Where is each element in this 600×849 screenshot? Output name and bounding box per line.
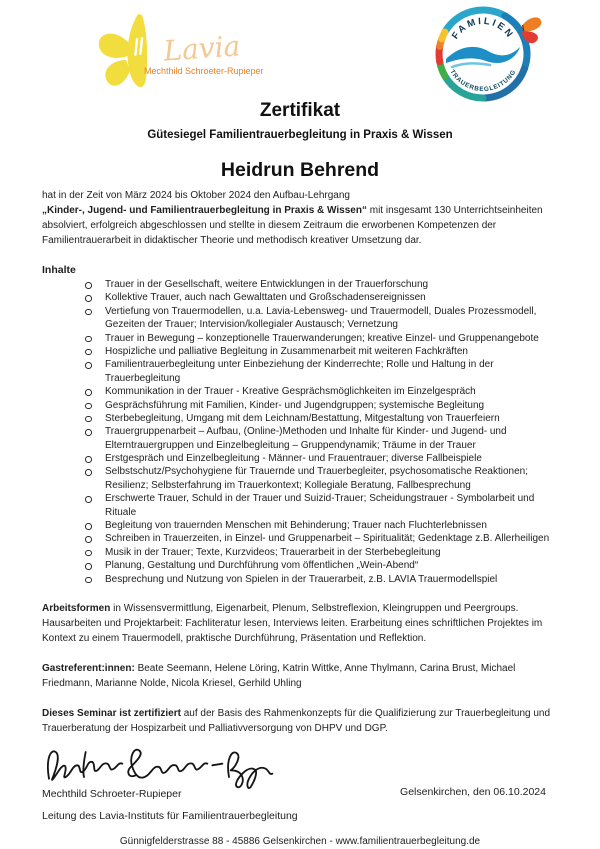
inhalte-list-item: Hospizliche und palliative Begleitung in Zusammenarbeit mit weiteren Fachkräften [105, 345, 558, 358]
wave-icon [446, 47, 520, 67]
inhalte-list-item: Kollektive Trauer, auch nach Gewalttaten und Großschadensereignissen [105, 291, 558, 304]
inhalte-list-item: Selbstschutz/Psychohygiene für Trauernde und Trauerbegleiter, psychosomatische Reaktionen; Resilienz; Selbsterfahrung im Trauerkontext; Kollegiale Beratung, Fallbesprechung [105, 465, 558, 492]
recipient-name: Heidrun Behrend [220, 159, 380, 181]
inhalte-list-item: Besprechung und Nutzung von Spielen in der Trauerarbeit, z.B. LAVIA Trauermodellspiel [105, 573, 558, 586]
badge-bottom-text: TRAUERBEGLEITUNG [448, 68, 518, 94]
zertifiziert-label: Dieses Seminar ist zertifiziert [42, 707, 181, 719]
inhalte-list-item: Trauergruppenarbeit – Aufbau, (Online-)Methoden und Inhalte für Kinder- und Jugend- und Elterntrauergruppen und Einzelbegleitung – Gruppendynamik; Träume in der Trauer [105, 425, 558, 452]
gastreferenten-paragraph [42, 661, 558, 691]
arbeitsformen-text: in Wissensvermittlung, Eigenarbeit, Plenum, Selbstreflexion, Kleingruppen und Peergroups. Hausarbeiten und Projektarbeit: Fachliteratur lesen, Interviews leiten. Erarbeitung eines schriftlichen Projektes im Kontext zu einem Trauermodell, praktische Durchführung, Präsentation und Reflektion. [42, 602, 543, 644]
inhalte-list-item: Erschwerte Trauer, Schuld in der Trauer und Suizid-Trauer; Scheidungstrauer - Symbolarbeit und Rituale [105, 492, 558, 519]
inhalte-list-item: Trauer in Bewegung – konzeptionelle Trauerwanderungen; kreative Einzel- und Gruppenangebote [105, 332, 558, 345]
lavia-subtitle-text: Mechthild Schroeter-Rupieper [144, 66, 264, 76]
arbeitsformen-paragraph [42, 601, 558, 646]
header [0, 0, 600, 94]
familientrauerbegleitung-badge [428, 2, 552, 106]
butterfly-icon [99, 14, 147, 87]
handwritten-signature [34, 742, 284, 792]
lavia-brand-text: Lavia [162, 29, 242, 68]
inhalte-list-item: Erstgespräch und Einzelbegleitung - Männer- und Frauentrauer; diverse Fallbeispiele [105, 452, 558, 465]
signature-block [42, 742, 298, 822]
inhalte-list-item: Trauer in der Gesellschaft, weitere Entwicklungen in der Trauerforschung [105, 278, 558, 291]
signatory-role: Leitung des Lavia-Instituts für Familientrauerbegleitung [42, 809, 298, 822]
inhalte-list-item: Sterbebegleitung, Umgang mit dem Leichnam/Bestattung, Mitgestaltung von Trauerfeiern [105, 412, 558, 425]
certificate-title: Zertifikat [259, 100, 341, 121]
intro-continuation: mit insgesamt 130 Unterrichtseinheiten absolviert, erfolgreich abgeschlossen und stellte in diesem Zeitraum die erworbenen Kompetenzen der Familientrauerarbeit in didaktischer Theorie und methodisch kreativer Umsetzung dar. [42, 205, 543, 246]
inhalte-list-item: Schreiben in Trauerzeiten, in Einzel- und Gruppenarbeit – Spiritualität; Gedenktage z.B. Allerheiligen [105, 532, 558, 545]
inhalte-list-item: Familientrauerbegleitung unter Einbeziehung der Kinderrechte; Rolle und Haltung in der Trauerbegleitung [105, 358, 558, 385]
intro-line1: hat in der Zeit von März 2024 bis Oktober 2024 den Aufbau-Lehrgang [42, 190, 350, 201]
inhalte-heading: Inhalte [42, 264, 76, 276]
certificate-subtitle: Gütesiegel Familientrauerbegleitung in Praxis & Wissen [147, 129, 453, 141]
intro-paragraph [42, 188, 558, 248]
badge-top-text: FAMILIEN [449, 15, 517, 42]
zertifiziert-paragraph [42, 706, 558, 736]
lavia-logo [92, 12, 282, 96]
inhalte-list-item: Gesprächsführung mit Familien, Kinder- und Jugendgruppen; systemische Begleitung [105, 399, 558, 412]
inhalte-list-item: Planung, Gestaltung und Durchführung vom öffentlichen „Wein-Abend“ [105, 559, 558, 572]
place-and-date: Gelsenkirchen, den 06.10.2024 [400, 785, 546, 798]
zertifiziert-text: auf der Basis des Rahmenkonzepts für die Qualifizierung zur Trauerbegleitung und Trauerberatung der Hospizarbeit und Palliativversorgung von DHPV und DGP. [42, 707, 551, 734]
inhalte-list-item: Begleitung von trauernden Menschen mit Behinderung; Trauer nach Fluchterlebnissen [105, 519, 558, 532]
signature-section [42, 742, 558, 822]
gastreferenten-label: Gastreferent:innen: [42, 662, 135, 674]
footer-address: Günnigfelderstrasse 88 - 45886 Gelsenkirchen - www.familientrauerbegleitung.de [119, 835, 481, 847]
inhalte-list-item: Vertiefung von Trauermodellen, u.a. Lavia-Lebensweg- und Trauermodell, Duales Prozessmodell, Gezeiten der Trauer; Intervision/kollegialer Austausch; Vernetzung [105, 305, 558, 332]
gastreferenten-names: Beate Seemann, Helene Löring, Katrin Wittke, Anne Thylmann, Carina Brust, Michael Friedmann, Marianne Nolde, Nicola Kriesel, Gerhild Uhling [42, 662, 516, 689]
course-title: „Kinder-, Jugend- und Familientrauerbegleitung in Praxis & Wissen“ [42, 205, 367, 216]
signatory-name: Mechthild Schroeter-Rupieper [42, 787, 182, 800]
badge-ring [439, 10, 542, 98]
inhalte-list-item: Musik in der Trauer; Texte, Kurzvideos; Trauerarbeit in der Sterbebegleitung [105, 546, 558, 559]
inhalte-list [42, 278, 558, 586]
inhalte-list-item: Kommunikation in der Trauer - Kreative Gesprächsmöglichkeiten im Einzelgespräch [105, 385, 558, 398]
arbeitsformen-label: Arbeitsformen [42, 602, 111, 614]
